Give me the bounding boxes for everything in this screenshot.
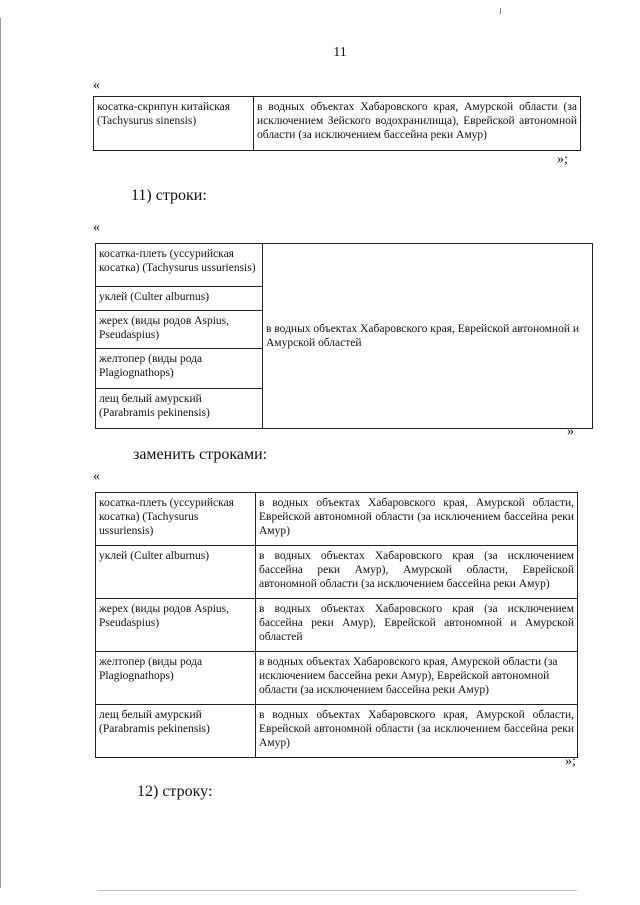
- scan-bottom-edge: [97, 890, 577, 891]
- region-cell: в водных объектах Хабаровского края, Амурской области (за исключением Зейского водохранилища), Еврейской автономной области (за исключением бассейна реки Амур): [254, 97, 581, 151]
- close-quote: »;: [557, 152, 568, 167]
- page-number: 11: [333, 45, 347, 60]
- scan-left-edge: [0, 18, 1, 888]
- species-cell: косатка-плеть (уссурийская косатка) (Tachysurus ussuriensis): [96, 493, 256, 546]
- section-heading-12: 12) строку:: [137, 783, 213, 800]
- close-quote: »: [567, 424, 574, 439]
- close-quote: »;: [565, 754, 576, 769]
- scan-mark: [500, 8, 501, 14]
- region-cell: в водных объектах Хабаровского края, Амурской области (за исключением бассейна реки Амур), Еврейской автономной области (за исключением бассейна реки Амур): [256, 652, 578, 705]
- species-cell: уклей (Culter alburnus): [96, 287, 263, 311]
- table-row: [96, 546, 578, 599]
- region-cell: в водных объектах Хабаровского края, Амурской области, Еврейской автономной области (за исключением бассейна реки Амур): [256, 705, 578, 758]
- table-2: [95, 243, 593, 429]
- replace-heading: заменить строками:: [133, 446, 268, 463]
- species-cell: уклей (Culter alburnus): [96, 546, 256, 599]
- section-heading-11: 11) строки:: [131, 187, 207, 204]
- table-row: [96, 599, 578, 652]
- table-row: [96, 705, 578, 758]
- table-1: [93, 96, 581, 151]
- species-cell: желтопер (виды рода Plagiognathops): [96, 349, 263, 389]
- region-cell: в водных объектах Хабаровского края, Еврейской автономной и Амурской областей: [263, 244, 593, 429]
- open-quote: «: [93, 220, 100, 235]
- species-cell: косатка-плеть (уссурийская косатка) (Tachysurus ussuriensis): [96, 244, 263, 287]
- species-cell: жерех (виды родов Aspius, Pseudaspius): [96, 311, 263, 349]
- species-cell: желтопер (виды рода Plagiognathops): [96, 652, 256, 705]
- table-row: [96, 493, 578, 546]
- region-cell: в водных объектах Хабаровского края, Амурской области, Еврейской автономной области (за исключением бассейна реки Амур): [256, 493, 578, 546]
- region-cell: в водных объектах Хабаровского края (за исключением бассейна реки Амур), Еврейской автономной и Амурской областей: [256, 599, 578, 652]
- species-cell: лещ белый амурский (Parabramis pekinensis): [96, 389, 263, 429]
- open-quote: «: [93, 469, 100, 484]
- species-cell: жерех (виды родов Aspius, Pseudaspius): [96, 599, 256, 652]
- open-quote: «: [93, 78, 100, 93]
- table-row: [96, 652, 578, 705]
- table-row: [96, 244, 593, 287]
- region-cell: в водных объектах Хабаровского края (за исключением бассейна реки Амур), Амурской области, Еврейской автономной области (за исключением бассейна реки Амур): [256, 546, 578, 599]
- table-row: [94, 97, 581, 151]
- table-3: [95, 492, 578, 758]
- species-cell: лещ белый амурский (Parabramis pekinensis): [96, 705, 256, 758]
- species-cell: косатка-скрипун китайская (Tachysurus sinensis): [94, 97, 254, 151]
